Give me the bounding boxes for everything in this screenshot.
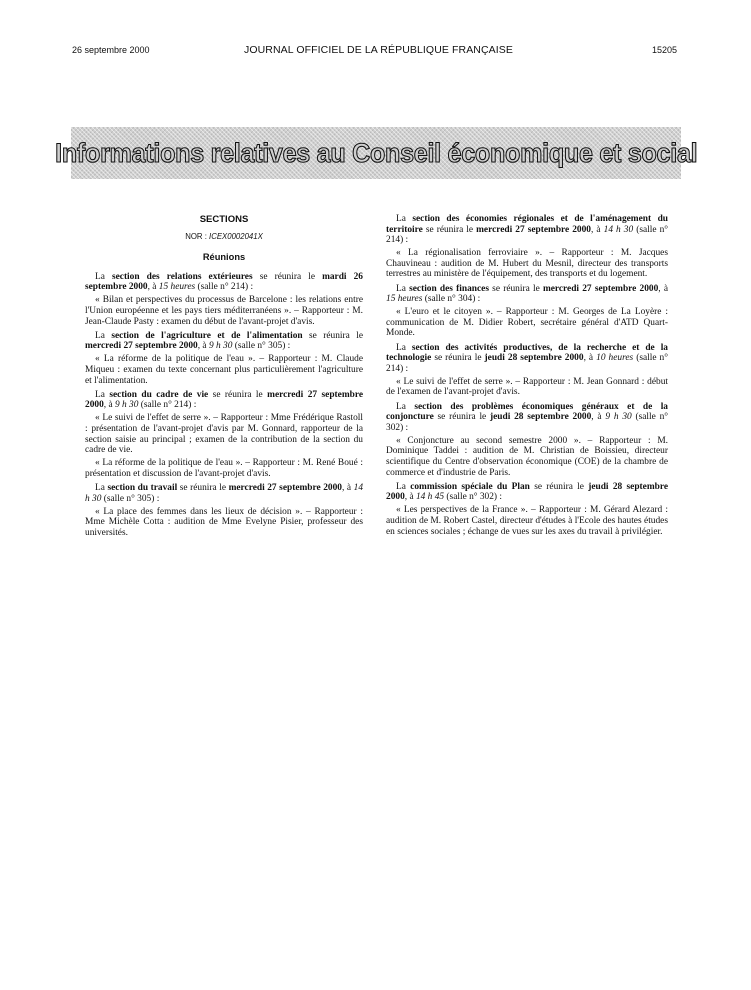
right-column — [386, 214, 668, 541]
meeting-announcement: La commission spéciale du Plan se réunira le jeudi 28 septembre 2000, à 14 h 45 (salle n° 302) : — [386, 481, 668, 503]
meeting-agenda-item: « Le suivi de l'effet de serre ». – Rapporteur : M. Jean Gonnard : début de l'examen de l'avant-projet d'avis. — [386, 376, 668, 398]
page-header — [0, 45, 751, 59]
header-page-number: 15205 — [651, 45, 677, 55]
sections-heading: SECTIONS — [199, 214, 249, 225]
meeting-agenda-item: « La réforme de la politique de l'eau ». – Rapporteur : M. Claude Miqueu : examen du texte concernant plus particulièrement l'agriculture et l'alimentation. — [85, 354, 363, 386]
meeting-announcement: La section des problèmes économiques généraux et de la conjoncture se réunira le jeudi 28 septembre 2000, à 9 h 30 (salle n° 302) : — [386, 401, 669, 433]
meeting-agenda-item: « L'euro et le citoyen ». – Rapporteur : M. Georges de La Loyère : communication de M. Didier Robert, secrétaire général d'ATD Quart-Monde. — [386, 307, 668, 339]
meeting-agenda-item: « Les perspectives de la France ». – Rapporteur : M. Gérard Alezard : audition de M. Robert Castel, directeur d'études à l'Ecole des hautes études en sciences sociales ; échange de vues sur les axes du travail à privilégier. — [386, 505, 668, 537]
meeting-agenda-item: « La réforme de la politique de l'eau ». – Rapporteur : M. René Boué : présentation et discussion de l'avant-projet d'avis. — [85, 458, 363, 479]
meeting-announcement: La section de l'agriculture et de l'alimentation se réunira le mercredi 27 septembre 2000, à 9 h 30 (salle n° 305) : — [85, 330, 363, 352]
meeting-announcement: La section du cadre de vie se réunira le mercredi 27 septembre 2000, à 9 h 30 (salle n° 214) : — [85, 389, 364, 411]
meeting-announcement: La section du travail se réunira le mercredi 27 septembre 2000, à 14 h 30 (salle n° 305) : — [85, 482, 363, 504]
nor-code: ICEX0002041X — [209, 231, 263, 241]
banner-title: Informations relatives au Conseil économique et social — [54, 137, 698, 168]
meeting-announcement: La section des économies régionales et de l'aménagement du territoire se réunira le mercredi 27 septembre 2000, à 14 h 30 (salle n° 214) : — [386, 214, 669, 246]
meeting-agenda-item: « La régionalisation ferroviaire ». – Rapporteur : M. Jacques Chauvineau : audition de M. Hubert du Mesnil, directeur des transports terrestres au ministère de l'équipement, des transports et du logement. — [386, 248, 668, 280]
meeting-announcement: La section des activités productives, de la recherche et de la technologie se réunira le jeudi 28 septembre 2000, à 10 heures (salle n° 214) : — [386, 342, 668, 374]
meeting-agenda-item: « Conjoncture au second semestre 2000 ». – Rapporteur : M. Dominique Taddei : audition de M. Christian de Boissieu, directeur scientifique du Centre d'observation économique (COE) de la chambre de commerce et d'industrie de Paris. — [386, 435, 668, 478]
meeting-agenda-item: « Le suivi de l'effet de serre ». – Rapporteur : Mme Frédérique Rastoll : présentation de l'avant-projet d'avis par M. Gonnard, rapporteur de la section saisie au principal ; examen de la contribution de la section du cadre de vie. — [85, 413, 363, 456]
meeting-announcement: La section des relations extérieures se réunira le mardi 26 septembre 2000, à 15 heures (salle n° 214) : — [85, 271, 363, 293]
meeting-agenda-item: « La place des femmes dans les lieux de décision ». – Rapporteur : Mme Michèle Cotta : audition de Mme Evelyne Pisier, professeur des universités. — [85, 506, 363, 538]
nor-label: NOR : — [185, 231, 210, 241]
left-column — [85, 215, 363, 542]
section-banner — [54, 127, 698, 179]
nor-reference — [85, 232, 363, 243]
meeting-announcement: La section des finances se réunira le mercredi 27 septembre 2000, à 15 heures (salle n° 304) : — [386, 283, 668, 305]
header-journal-title: JOURNAL OFFICIEL DE LA RÉPUBLIQUE FRANÇAISE — [244, 44, 513, 56]
header-date: 26 septembre 2000 — [72, 45, 150, 55]
reunions-heading: Réunions — [202, 252, 246, 263]
meeting-agenda-item: « Bilan et perspectives du processus de Barcelone : les relations entre l'Union européenne et les pays tiers méditerranéens ». – Rapporteur : M. Jean-Claude Pasty : examen du début de l'avant-projet d'avis. — [85, 295, 363, 327]
